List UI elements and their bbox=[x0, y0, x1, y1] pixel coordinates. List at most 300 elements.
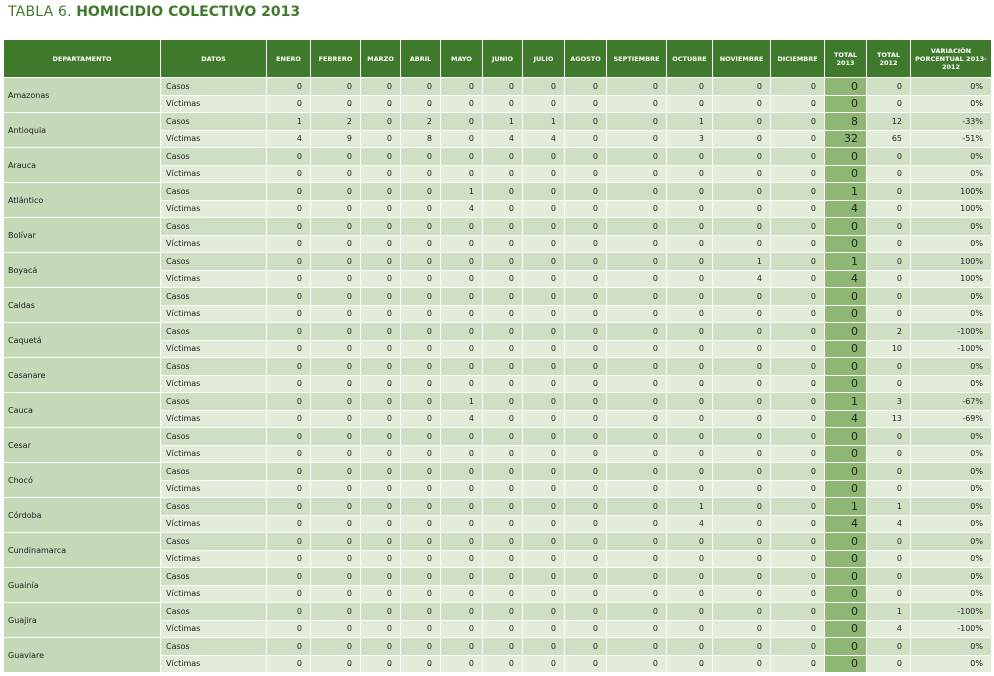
month-cell: 0 bbox=[361, 288, 401, 306]
month-cell: 0 bbox=[523, 445, 565, 463]
month-cell: 0 bbox=[311, 445, 361, 463]
month-cell: 0 bbox=[667, 638, 713, 656]
total-2013-cell: 0 bbox=[825, 235, 867, 253]
month-cell: 0 bbox=[667, 480, 713, 498]
column-header: MAYO bbox=[441, 40, 483, 78]
month-cell: 0 bbox=[311, 218, 361, 236]
month-cell: 0 bbox=[713, 568, 771, 586]
total-2012-cell: 3 bbox=[867, 393, 911, 411]
variation-cell: -67% bbox=[911, 393, 992, 411]
month-cell: 0 bbox=[441, 305, 483, 323]
total-2013-cell: 0 bbox=[825, 480, 867, 498]
total-2012-cell: 1 bbox=[867, 498, 911, 516]
month-cell: 0 bbox=[607, 533, 667, 551]
month-cell: 0 bbox=[607, 200, 667, 218]
month-cell: 0 bbox=[483, 480, 523, 498]
month-cell: 0 bbox=[267, 655, 311, 673]
month-cell: 0 bbox=[401, 218, 441, 236]
month-cell: 0 bbox=[667, 323, 713, 341]
variation-cell: 0% bbox=[911, 305, 992, 323]
month-cell: 0 bbox=[483, 498, 523, 516]
data-type-label: Víctimas bbox=[161, 95, 267, 113]
month-cell: 0 bbox=[483, 165, 523, 183]
month-cell: 0 bbox=[311, 200, 361, 218]
table-title: HOMICIDIO COLECTIVO 2013 bbox=[76, 4, 301, 20]
month-cell: 0 bbox=[607, 113, 667, 131]
month-cell: 0 bbox=[401, 655, 441, 673]
column-header: JULIO bbox=[523, 40, 565, 78]
month-cell: 0 bbox=[667, 358, 713, 376]
month-cell: 0 bbox=[483, 375, 523, 393]
month-cell: 0 bbox=[565, 410, 607, 428]
data-type-label: Víctimas bbox=[161, 375, 267, 393]
month-cell: 0 bbox=[607, 620, 667, 638]
month-cell: 0 bbox=[667, 585, 713, 603]
total-2012-cell: 1 bbox=[867, 603, 911, 621]
month-cell: 0 bbox=[771, 148, 825, 166]
month-cell: 0 bbox=[267, 393, 311, 411]
variation-cell: 0% bbox=[911, 498, 992, 516]
variation-cell: 0% bbox=[911, 428, 992, 446]
month-cell: 0 bbox=[771, 428, 825, 446]
month-cell: 0 bbox=[401, 568, 441, 586]
month-cell: 0 bbox=[523, 393, 565, 411]
variation-cell: 100% bbox=[911, 270, 992, 288]
month-cell: 0 bbox=[713, 620, 771, 638]
data-type-label: Víctimas bbox=[161, 270, 267, 288]
month-cell: 0 bbox=[713, 498, 771, 516]
data-type-label: Víctimas bbox=[161, 410, 267, 428]
column-header: JUNIO bbox=[483, 40, 523, 78]
month-cell: 0 bbox=[401, 200, 441, 218]
data-type-label: Casos bbox=[161, 568, 267, 586]
variation-cell: 0% bbox=[911, 235, 992, 253]
month-cell: 0 bbox=[565, 218, 607, 236]
variation-cell: 0% bbox=[911, 550, 992, 568]
month-cell: 4 bbox=[523, 130, 565, 148]
month-cell: 0 bbox=[523, 323, 565, 341]
month-cell: 1 bbox=[441, 183, 483, 201]
month-cell: 0 bbox=[361, 515, 401, 533]
total-2013-cell: 4 bbox=[825, 200, 867, 218]
month-cell: 0 bbox=[401, 603, 441, 621]
month-cell: 0 bbox=[361, 148, 401, 166]
month-cell: 8 bbox=[401, 130, 441, 148]
month-cell: 0 bbox=[401, 340, 441, 358]
column-header: MARZO bbox=[361, 40, 401, 78]
month-cell: 0 bbox=[401, 235, 441, 253]
column-header: DATOS bbox=[161, 40, 267, 78]
month-cell: 0 bbox=[771, 603, 825, 621]
month-cell: 0 bbox=[771, 550, 825, 568]
month-cell: 0 bbox=[311, 480, 361, 498]
column-header: SEPTIEMBRE bbox=[607, 40, 667, 78]
month-cell: 0 bbox=[565, 550, 607, 568]
month-cell: 0 bbox=[311, 95, 361, 113]
month-cell: 0 bbox=[523, 480, 565, 498]
variation-cell: 100% bbox=[911, 253, 992, 271]
month-cell: 0 bbox=[267, 288, 311, 306]
month-cell: 0 bbox=[401, 533, 441, 551]
data-type-label: Casos bbox=[161, 358, 267, 376]
month-cell: 0 bbox=[565, 148, 607, 166]
month-cell: 0 bbox=[607, 235, 667, 253]
month-cell: 0 bbox=[523, 620, 565, 638]
total-2012-cell: 2 bbox=[867, 323, 911, 341]
month-cell: 0 bbox=[713, 323, 771, 341]
month-cell: 0 bbox=[401, 323, 441, 341]
month-cell: 0 bbox=[713, 585, 771, 603]
month-cell: 0 bbox=[441, 358, 483, 376]
department-name: Cauca bbox=[4, 393, 161, 428]
month-cell: 0 bbox=[523, 340, 565, 358]
month-cell: 0 bbox=[713, 288, 771, 306]
month-cell: 0 bbox=[361, 95, 401, 113]
total-2013-cell: 8 bbox=[825, 113, 867, 131]
month-cell: 0 bbox=[401, 585, 441, 603]
total-2013-cell: 0 bbox=[825, 323, 867, 341]
month-cell: 0 bbox=[267, 620, 311, 638]
data-type-label: Víctimas bbox=[161, 655, 267, 673]
month-cell: 0 bbox=[713, 655, 771, 673]
month-cell: 0 bbox=[607, 445, 667, 463]
month-cell: 0 bbox=[607, 95, 667, 113]
month-cell: 0 bbox=[483, 270, 523, 288]
table-row bbox=[4, 358, 992, 376]
data-type-label: Casos bbox=[161, 113, 267, 131]
department-name: Arauca bbox=[4, 148, 161, 183]
month-cell: 0 bbox=[607, 603, 667, 621]
month-cell: 0 bbox=[267, 148, 311, 166]
month-cell: 0 bbox=[713, 393, 771, 411]
month-cell: 0 bbox=[441, 113, 483, 131]
month-cell: 0 bbox=[771, 200, 825, 218]
month-cell: 0 bbox=[667, 463, 713, 481]
total-2013-cell: 0 bbox=[825, 603, 867, 621]
month-cell: 0 bbox=[523, 270, 565, 288]
month-cell: 0 bbox=[523, 78, 565, 96]
month-cell: 0 bbox=[771, 568, 825, 586]
month-cell: 0 bbox=[565, 235, 607, 253]
month-cell: 0 bbox=[771, 375, 825, 393]
total-2013-cell: 0 bbox=[825, 148, 867, 166]
month-cell: 0 bbox=[771, 95, 825, 113]
month-cell: 0 bbox=[713, 410, 771, 428]
data-type-label: Víctimas bbox=[161, 130, 267, 148]
total-2013-cell: 4 bbox=[825, 515, 867, 533]
month-cell: 0 bbox=[713, 603, 771, 621]
month-cell: 0 bbox=[607, 375, 667, 393]
month-cell: 0 bbox=[713, 533, 771, 551]
variation-cell: 100% bbox=[911, 200, 992, 218]
month-cell: 2 bbox=[401, 113, 441, 131]
month-cell: 0 bbox=[483, 428, 523, 446]
month-cell: 0 bbox=[771, 358, 825, 376]
month-cell: 0 bbox=[267, 200, 311, 218]
month-cell: 0 bbox=[483, 550, 523, 568]
month-cell: 0 bbox=[441, 130, 483, 148]
total-2013-cell: 1 bbox=[825, 498, 867, 516]
month-cell: 0 bbox=[565, 568, 607, 586]
variation-cell: 0% bbox=[911, 585, 992, 603]
month-cell: 0 bbox=[523, 218, 565, 236]
total-2012-cell: 0 bbox=[867, 288, 911, 306]
data-type-label: Víctimas bbox=[161, 620, 267, 638]
month-cell: 0 bbox=[311, 410, 361, 428]
month-cell: 0 bbox=[607, 585, 667, 603]
month-cell: 0 bbox=[441, 480, 483, 498]
table-row bbox=[4, 393, 992, 411]
month-cell: 0 bbox=[565, 463, 607, 481]
month-cell: 0 bbox=[713, 165, 771, 183]
month-cell: 0 bbox=[607, 515, 667, 533]
month-cell: 4 bbox=[713, 270, 771, 288]
data-type-label: Casos bbox=[161, 253, 267, 271]
month-cell: 0 bbox=[565, 305, 607, 323]
month-cell: 0 bbox=[441, 463, 483, 481]
month-cell: 0 bbox=[361, 410, 401, 428]
month-cell: 0 bbox=[523, 655, 565, 673]
month-cell: 0 bbox=[267, 270, 311, 288]
month-cell: 0 bbox=[361, 603, 401, 621]
month-cell: 0 bbox=[771, 393, 825, 411]
month-cell: 0 bbox=[401, 515, 441, 533]
month-cell: 0 bbox=[441, 568, 483, 586]
total-2013-cell: 0 bbox=[825, 288, 867, 306]
month-cell: 0 bbox=[771, 323, 825, 341]
total-2012-cell: 13 bbox=[867, 410, 911, 428]
month-cell: 0 bbox=[401, 480, 441, 498]
month-cell: 0 bbox=[441, 375, 483, 393]
variation-cell: 100% bbox=[911, 183, 992, 201]
month-cell: 0 bbox=[771, 130, 825, 148]
month-cell: 0 bbox=[667, 270, 713, 288]
total-2012-cell: 4 bbox=[867, 515, 911, 533]
month-cell: 0 bbox=[361, 393, 401, 411]
month-cell: 0 bbox=[361, 655, 401, 673]
month-cell: 0 bbox=[401, 253, 441, 271]
variation-cell: 0% bbox=[911, 358, 992, 376]
month-cell: 0 bbox=[483, 340, 523, 358]
month-cell: 0 bbox=[311, 428, 361, 446]
month-cell: 0 bbox=[311, 498, 361, 516]
month-cell: 0 bbox=[483, 235, 523, 253]
month-cell: 0 bbox=[441, 235, 483, 253]
month-cell: 0 bbox=[311, 148, 361, 166]
data-type-label: Casos bbox=[161, 218, 267, 236]
column-header: VARIACIÓN PORCENTUAL 2013-2012 bbox=[911, 40, 992, 78]
total-2013-cell: 0 bbox=[825, 340, 867, 358]
month-cell: 0 bbox=[267, 603, 311, 621]
month-cell: 0 bbox=[311, 340, 361, 358]
month-cell: 0 bbox=[361, 445, 401, 463]
table-row bbox=[4, 148, 992, 166]
variation-cell: -100% bbox=[911, 340, 992, 358]
month-cell: 0 bbox=[361, 358, 401, 376]
data-type-label: Víctimas bbox=[161, 235, 267, 253]
month-cell: 0 bbox=[713, 78, 771, 96]
table-row bbox=[4, 463, 992, 481]
data-type-label: Casos bbox=[161, 323, 267, 341]
month-cell: 0 bbox=[667, 428, 713, 446]
month-cell: 0 bbox=[361, 305, 401, 323]
month-cell: 0 bbox=[483, 323, 523, 341]
data-type-label: Casos bbox=[161, 498, 267, 516]
month-cell: 0 bbox=[667, 235, 713, 253]
month-cell: 0 bbox=[667, 568, 713, 586]
total-2012-cell: 65 bbox=[867, 130, 911, 148]
variation-cell: -100% bbox=[911, 620, 992, 638]
data-type-label: Casos bbox=[161, 148, 267, 166]
month-cell: 0 bbox=[523, 603, 565, 621]
total-2013-cell: 0 bbox=[825, 445, 867, 463]
total-2012-cell: 0 bbox=[867, 568, 911, 586]
month-cell: 0 bbox=[713, 200, 771, 218]
homicide-table bbox=[3, 39, 992, 673]
month-cell: 0 bbox=[311, 358, 361, 376]
month-cell: 0 bbox=[523, 95, 565, 113]
month-cell: 0 bbox=[311, 533, 361, 551]
total-2013-cell: 0 bbox=[825, 375, 867, 393]
month-cell: 0 bbox=[267, 410, 311, 428]
table-row bbox=[4, 498, 992, 516]
department-name: Boyacá bbox=[4, 253, 161, 288]
month-cell: 0 bbox=[361, 78, 401, 96]
month-cell: 0 bbox=[565, 393, 607, 411]
month-cell: 0 bbox=[483, 463, 523, 481]
total-2012-cell: 0 bbox=[867, 375, 911, 393]
month-cell: 0 bbox=[565, 533, 607, 551]
month-cell: 0 bbox=[523, 568, 565, 586]
month-cell: 0 bbox=[361, 218, 401, 236]
month-cell: 0 bbox=[483, 200, 523, 218]
page-title bbox=[8, 2, 300, 22]
total-2013-cell: 0 bbox=[825, 638, 867, 656]
month-cell: 0 bbox=[607, 270, 667, 288]
month-cell: 0 bbox=[713, 375, 771, 393]
month-cell: 1 bbox=[523, 113, 565, 131]
total-2012-cell: 4 bbox=[867, 620, 911, 638]
month-cell: 0 bbox=[713, 463, 771, 481]
month-cell: 1 bbox=[441, 393, 483, 411]
column-header: TOTAL 2012 bbox=[867, 40, 911, 78]
month-cell: 0 bbox=[267, 183, 311, 201]
month-cell: 0 bbox=[607, 305, 667, 323]
month-cell: 0 bbox=[607, 428, 667, 446]
month-cell: 4 bbox=[667, 515, 713, 533]
data-type-label: Casos bbox=[161, 78, 267, 96]
month-cell: 0 bbox=[267, 340, 311, 358]
month-cell: 0 bbox=[565, 340, 607, 358]
month-cell: 0 bbox=[667, 375, 713, 393]
variation-cell: 0% bbox=[911, 165, 992, 183]
month-cell: 0 bbox=[713, 113, 771, 131]
month-cell: 0 bbox=[523, 253, 565, 271]
month-cell: 0 bbox=[565, 498, 607, 516]
month-cell: 0 bbox=[713, 480, 771, 498]
department-name: Guainía bbox=[4, 568, 161, 603]
month-cell: 0 bbox=[607, 463, 667, 481]
total-2012-cell: 0 bbox=[867, 428, 911, 446]
month-cell: 0 bbox=[361, 270, 401, 288]
total-2012-cell: 0 bbox=[867, 165, 911, 183]
month-cell: 0 bbox=[713, 550, 771, 568]
variation-cell: 0% bbox=[911, 375, 992, 393]
total-2012-cell: 0 bbox=[867, 655, 911, 673]
month-cell: 0 bbox=[361, 480, 401, 498]
variation-cell: -100% bbox=[911, 603, 992, 621]
month-cell: 0 bbox=[361, 428, 401, 446]
month-cell: 0 bbox=[565, 603, 607, 621]
column-header: TOTAL 2013 bbox=[825, 40, 867, 78]
total-2013-cell: 4 bbox=[825, 410, 867, 428]
month-cell: 0 bbox=[565, 130, 607, 148]
month-cell: 0 bbox=[311, 78, 361, 96]
data-type-label: Casos bbox=[161, 603, 267, 621]
variation-cell: 0% bbox=[911, 655, 992, 673]
variation-cell: -33% bbox=[911, 113, 992, 131]
month-cell: 0 bbox=[667, 620, 713, 638]
table-number: TABLA 6. bbox=[8, 4, 72, 20]
month-cell: 0 bbox=[607, 480, 667, 498]
variation-cell: 0% bbox=[911, 638, 992, 656]
month-cell: 0 bbox=[565, 638, 607, 656]
month-cell: 0 bbox=[667, 165, 713, 183]
month-cell: 0 bbox=[311, 375, 361, 393]
month-cell: 0 bbox=[771, 218, 825, 236]
month-cell: 0 bbox=[401, 95, 441, 113]
month-cell: 0 bbox=[771, 585, 825, 603]
table-header-row bbox=[4, 40, 992, 78]
table-row bbox=[4, 568, 992, 586]
month-cell: 0 bbox=[311, 235, 361, 253]
total-2013-cell: 0 bbox=[825, 428, 867, 446]
month-cell: 0 bbox=[361, 533, 401, 551]
month-cell: 0 bbox=[267, 95, 311, 113]
department-name: Casanare bbox=[4, 358, 161, 393]
month-cell: 0 bbox=[267, 323, 311, 341]
month-cell: 0 bbox=[523, 200, 565, 218]
month-cell: 0 bbox=[771, 305, 825, 323]
table-row bbox=[4, 533, 992, 551]
total-2012-cell: 0 bbox=[867, 235, 911, 253]
month-cell: 0 bbox=[607, 218, 667, 236]
variation-cell: 0% bbox=[911, 288, 992, 306]
month-cell: 0 bbox=[565, 113, 607, 131]
total-2012-cell: 0 bbox=[867, 638, 911, 656]
month-cell: 0 bbox=[667, 603, 713, 621]
month-cell: 0 bbox=[361, 253, 401, 271]
month-cell: 0 bbox=[771, 515, 825, 533]
month-cell: 0 bbox=[361, 585, 401, 603]
month-cell: 0 bbox=[483, 183, 523, 201]
month-cell: 0 bbox=[401, 445, 441, 463]
month-cell: 0 bbox=[771, 445, 825, 463]
month-cell: 0 bbox=[607, 568, 667, 586]
month-cell: 0 bbox=[441, 218, 483, 236]
variation-cell: -51% bbox=[911, 130, 992, 148]
month-cell: 0 bbox=[523, 165, 565, 183]
table-row bbox=[4, 428, 992, 446]
month-cell: 0 bbox=[267, 550, 311, 568]
data-type-label: Casos bbox=[161, 533, 267, 551]
table-body bbox=[4, 78, 992, 673]
month-cell: 0 bbox=[311, 655, 361, 673]
month-cell: 0 bbox=[361, 375, 401, 393]
month-cell: 0 bbox=[667, 148, 713, 166]
month-cell: 0 bbox=[713, 235, 771, 253]
month-cell: 0 bbox=[483, 445, 523, 463]
